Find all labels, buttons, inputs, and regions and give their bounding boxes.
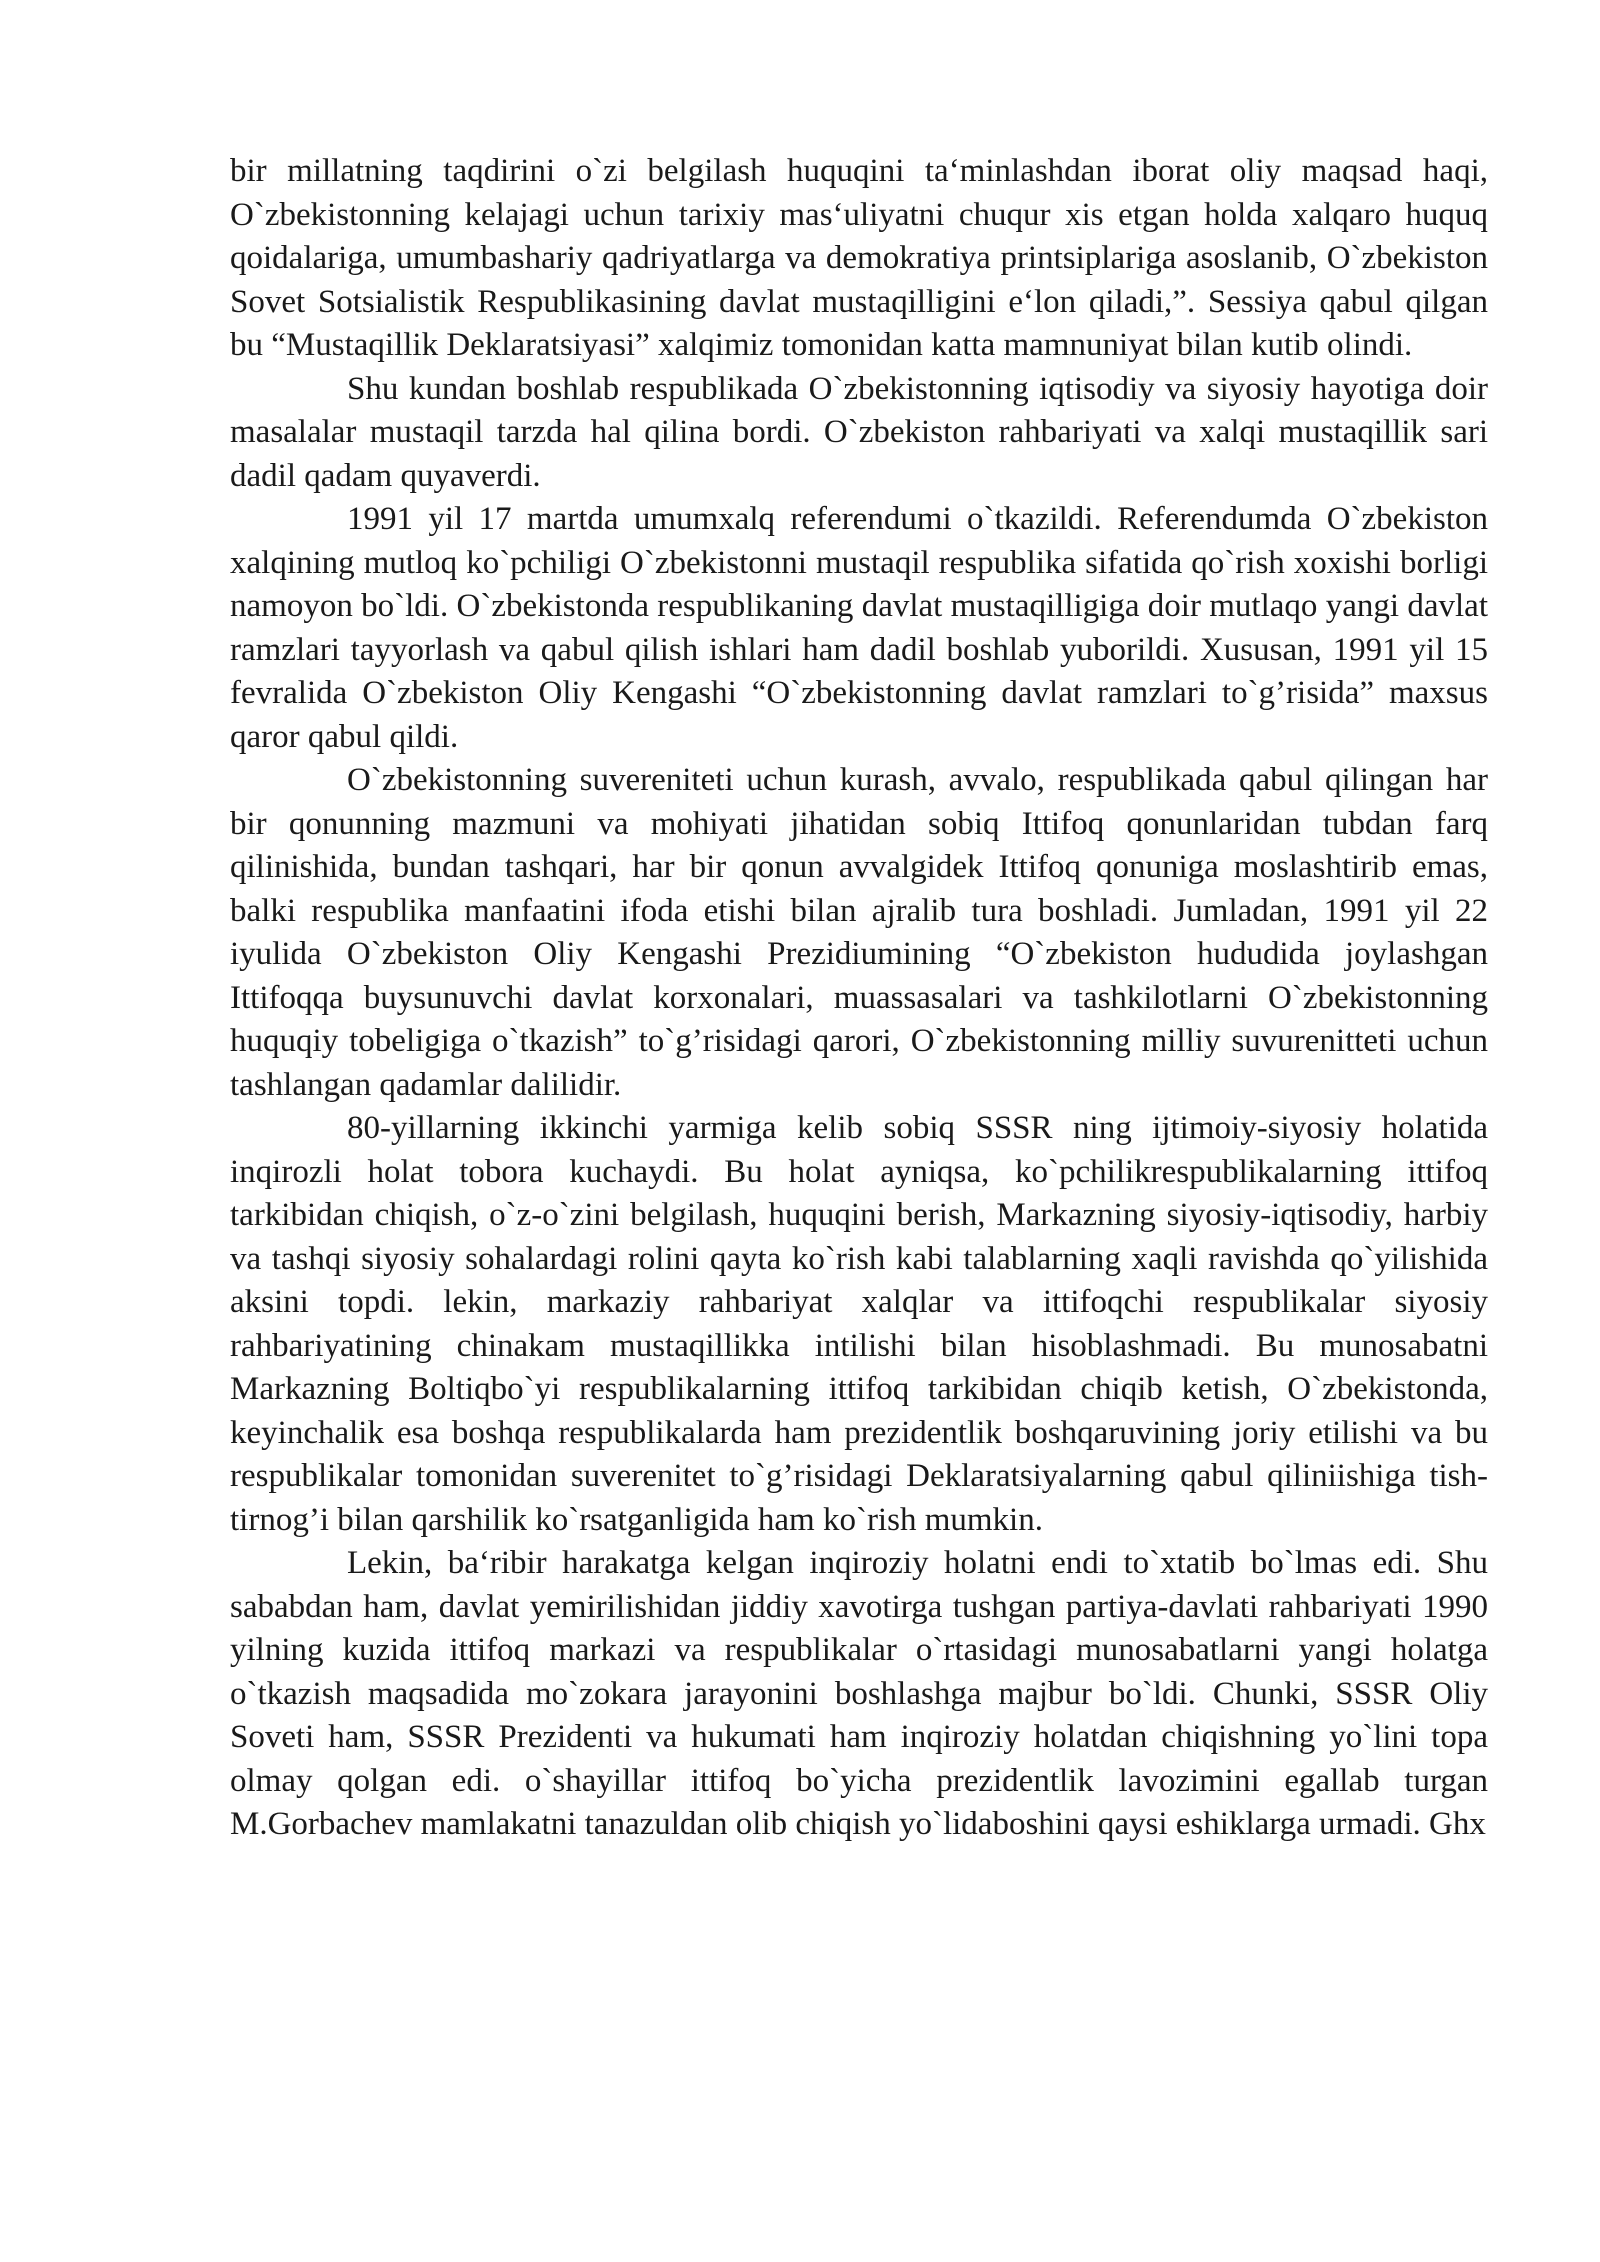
body-text (230, 150, 1488, 1847)
paragraph-1: bir millatning taqdirini o`zi belgilash huquqini ta‘minlashdan iborat oliy maqsad haqi, O`zbekistonning kelajagi uchun tarixiy mas‘uliyatni chuqur xis etgan holda xalqaro huquq qoidalariga, umumbashariy qadriyatlarga va demokratiya printsiplariga asoslanib, O`zbekiston Sovet Sotsialistik Respublikasining davlat mustaqilligini e‘lon qiladi,”. Sessiya qabul qilgan bu “Mustaqillik Deklaratsiyasi” xalqimiz tomonidan katta mamnuniyat bilan kutib olindi. (230, 153, 1488, 363)
paragraph-2: Shu kundan boshlab respublikada O`zbekistonning iqtisodiy va siyosiy hayotiga doir masalalar mustaqil tarzda hal qilina bordi. O`zbekiston rahbariyati va xalqi mustaqillik sari dadil qadam quyaverdi. (230, 370, 1488, 494)
paragraph-5: 80-yillarning ikkinchi yarmiga kelib sobiq SSSR ning ijtimoiy-siyosiy holatida inqirozli holat tobora kuchaydi. Bu holat ayniqsa, ko`pchilikrespublikalarning ittifoq tarkibidan chiqish, o`z-o`zini belgilash, huquqini berish, Markazning siyosiy-iqtisodiy, harbiy va tashqi siyosiy sohalardagi rolini qayta ko`rish kabi talablarning xaqli ravishda qo`yilishida aksini topdi. lekin, markaziy rahbariyat xalqlar va ittifoqchi respublikalar siyosiy rahbariyatining chinakam mustaqillikka intilishi bilan hisoblashmadi. Bu munosabatni Markazning Boltiqbo`yi respublikalarning ittifoq tarkibidan chiqib ketish, O`zbekistonda, keyinchalik esa boshqa respublikalarda ham prezidentlik boshqaruvining joriy etilishi va bu respublikalar tomonidan suverenitet to`g’risidagi Deklaratsiyalarning qabul qiliniishiga tish-tirnog’i bilan qarshilik ko`rsatganligida ham ko`rish mumkin. (230, 1110, 1488, 1538)
paragraph-6: Lekin, ba‘ribir harakatga kelgan inqiroziy holatni endi to`xtatib bo`lmas edi. Shu sababdan ham, davlat yemirilishidan jiddiy xavotirga tushgan partiya-davlati rahbariyati 1990 yilning kuzida ittifoq markazi va respublikalar o`rtasidagi munosabatlarni yangi holatga o`tkazish maqsadida mo`zokara jarayonini boshlashga majbur bo`ldi. Chunki, SSSR Oliy Soveti ham, SSSR Prezidenti va hukumati ham inqiroziy holatdan chiqishning yo`lini topa olmay qolgan edi. o`shayillar ittifoq bo`yicha prezidentlik lavozimini egallab turgan M.Gorbachev mamlakatni tanazuldan olib chiqish yo`lidaboshini qaysi eshiklarga urmadi. Ghx (230, 1545, 1488, 1842)
paragraph-3: 1991 yil 17 martda umumxalq referendumi o`tkazildi. Referendumda O`zbekiston xalqining mutloq ko`pchiligi O`zbekistonni mustaqil respublika sifatida qo`rish xoxishi borligi namoyon bo`ldi. O`zbekistonda respublikaning davlat mustaqilligiga doir mutlaqo yangi davlat ramzlari tayyorlash va qabul qilish ishlari ham dadil boshlab yuborildi. Xususan, 1991 yil 15 fevralida O`zbekiston Oliy Kengashi “O`zbekistonning davlat ramzlari to`g’risida” maxsus qaror qabul qildi. (230, 501, 1488, 755)
paragraph-4: O`zbekistonning suvereniteti uchun kurash, avvalo, respublikada qabul qilingan har bir qonunning mazmuni va mohiyati jihatidan sobiq Ittifoq qonunlaridan tubdan farq qilinishida, bundan tashqari, har bir qonun avvalgidek Ittifoq qonuniga moslashtirib emas, balki respublika manfaatini ifoda etishi bilan ajralib tura boshladi. Jumladan, 1991 yil 22 iyulida O`zbekiston Oliy Kengashi Prezidiumining “O`zbekiston hududida joylashgan Ittifoqqa buysunuvchi davlat korxonalari, muassasalari va tashkilotlarni O`zbekistonning huquqiy tobeligiga o`tkazish” to`g’risidagi qarori, O`zbekistonning milliy suvurenitteti uchun tashlangan qadamlar dalilidir. (230, 762, 1488, 1103)
